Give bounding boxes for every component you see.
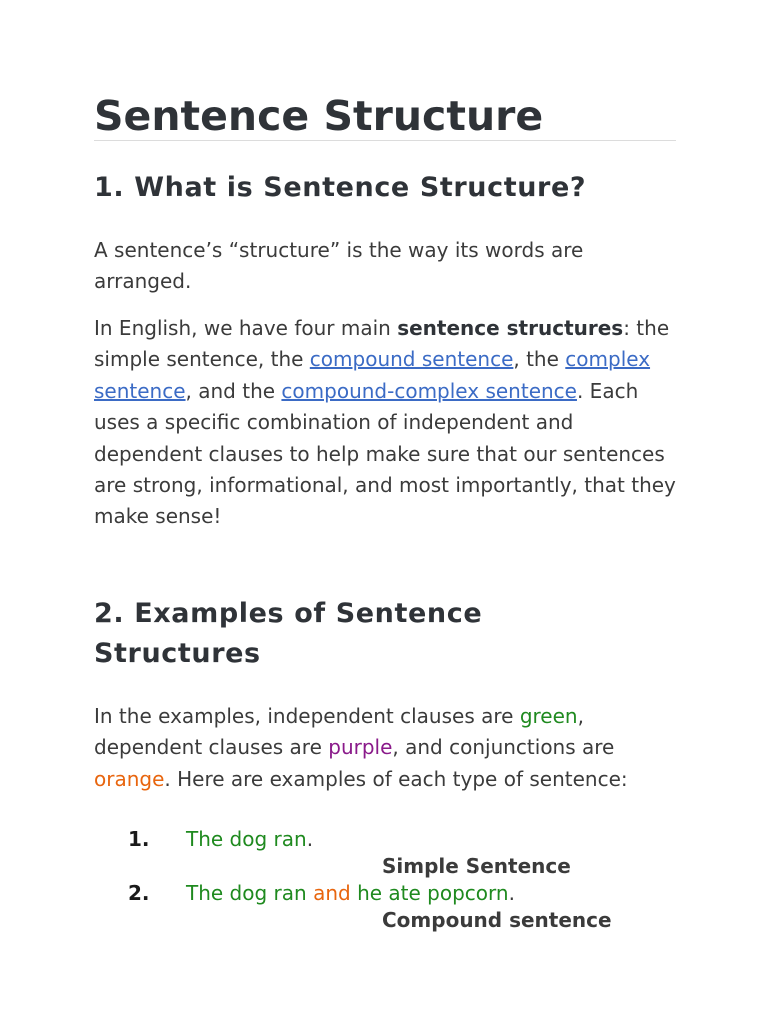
intro-text-4: . Here are examples of each type of sentence: bbox=[164, 766, 628, 791]
section-2-heading: 2. Examples of Sentence Structures bbox=[94, 598, 483, 669]
sentence-type-label: Simple Sentence bbox=[382, 854, 571, 878]
list-item bbox=[94, 878, 676, 932]
para2-intro: In English, we have four main bbox=[94, 316, 398, 340]
list-item-number: 1. bbox=[128, 827, 150, 851]
example-sentence bbox=[186, 878, 515, 908]
compound-sentence-link[interactable]: compound sentence bbox=[309, 347, 514, 372]
list-item bbox=[94, 824, 676, 878]
section-2-intro bbox=[94, 701, 654, 795]
para2-rest: . Each uses a specific combination of independent and dependent clauses to help make sure that our sentences are strong, informational, and most importantly, that they make sense! bbox=[94, 378, 676, 529]
independent-clause: The dog ran bbox=[186, 881, 307, 905]
examples-list bbox=[94, 824, 676, 932]
para2-after-bold: : the simple sentence, the bbox=[94, 316, 670, 372]
para2-between-1: , the bbox=[513, 347, 566, 372]
intro-text-2: , dependent clauses are bbox=[94, 704, 584, 760]
example-sentence bbox=[186, 824, 313, 854]
list-item-number: 2. bbox=[128, 881, 150, 905]
sentence-type-label: Compound sentence bbox=[382, 908, 612, 932]
title-divider bbox=[94, 140, 676, 141]
orange-word: orange bbox=[94, 766, 165, 791]
para2-bold-term: sentence structures bbox=[397, 316, 624, 340]
independent-clause: The dog ran bbox=[186, 827, 307, 851]
section-1-heading: 1. What is Sentence Structure? bbox=[94, 172, 587, 203]
section-1-paragraph-2 bbox=[94, 313, 676, 533]
purple-word: purple bbox=[328, 735, 393, 760]
conjunction: and bbox=[313, 881, 351, 905]
independent-clause: he ate popcorn bbox=[357, 881, 509, 905]
intro-text-3: , and conjunctions are bbox=[392, 735, 615, 760]
sentence-end: . bbox=[306, 827, 314, 851]
complex-sentence-link[interactable]: complex sentence bbox=[94, 347, 651, 403]
compound-complex-sentence-link[interactable]: compound-complex sentence bbox=[281, 378, 577, 403]
page-title: Sentence Structure bbox=[94, 92, 544, 140]
section-1-paragraph-1: A sentence’s “structure” is the way its words are arranged. bbox=[94, 238, 584, 294]
para2-between-2: , and the bbox=[185, 378, 282, 403]
green-word: green bbox=[519, 704, 578, 728]
intro-text-1: In the examples, independent clauses are bbox=[94, 704, 520, 728]
sentence-end: . bbox=[508, 881, 515, 905]
